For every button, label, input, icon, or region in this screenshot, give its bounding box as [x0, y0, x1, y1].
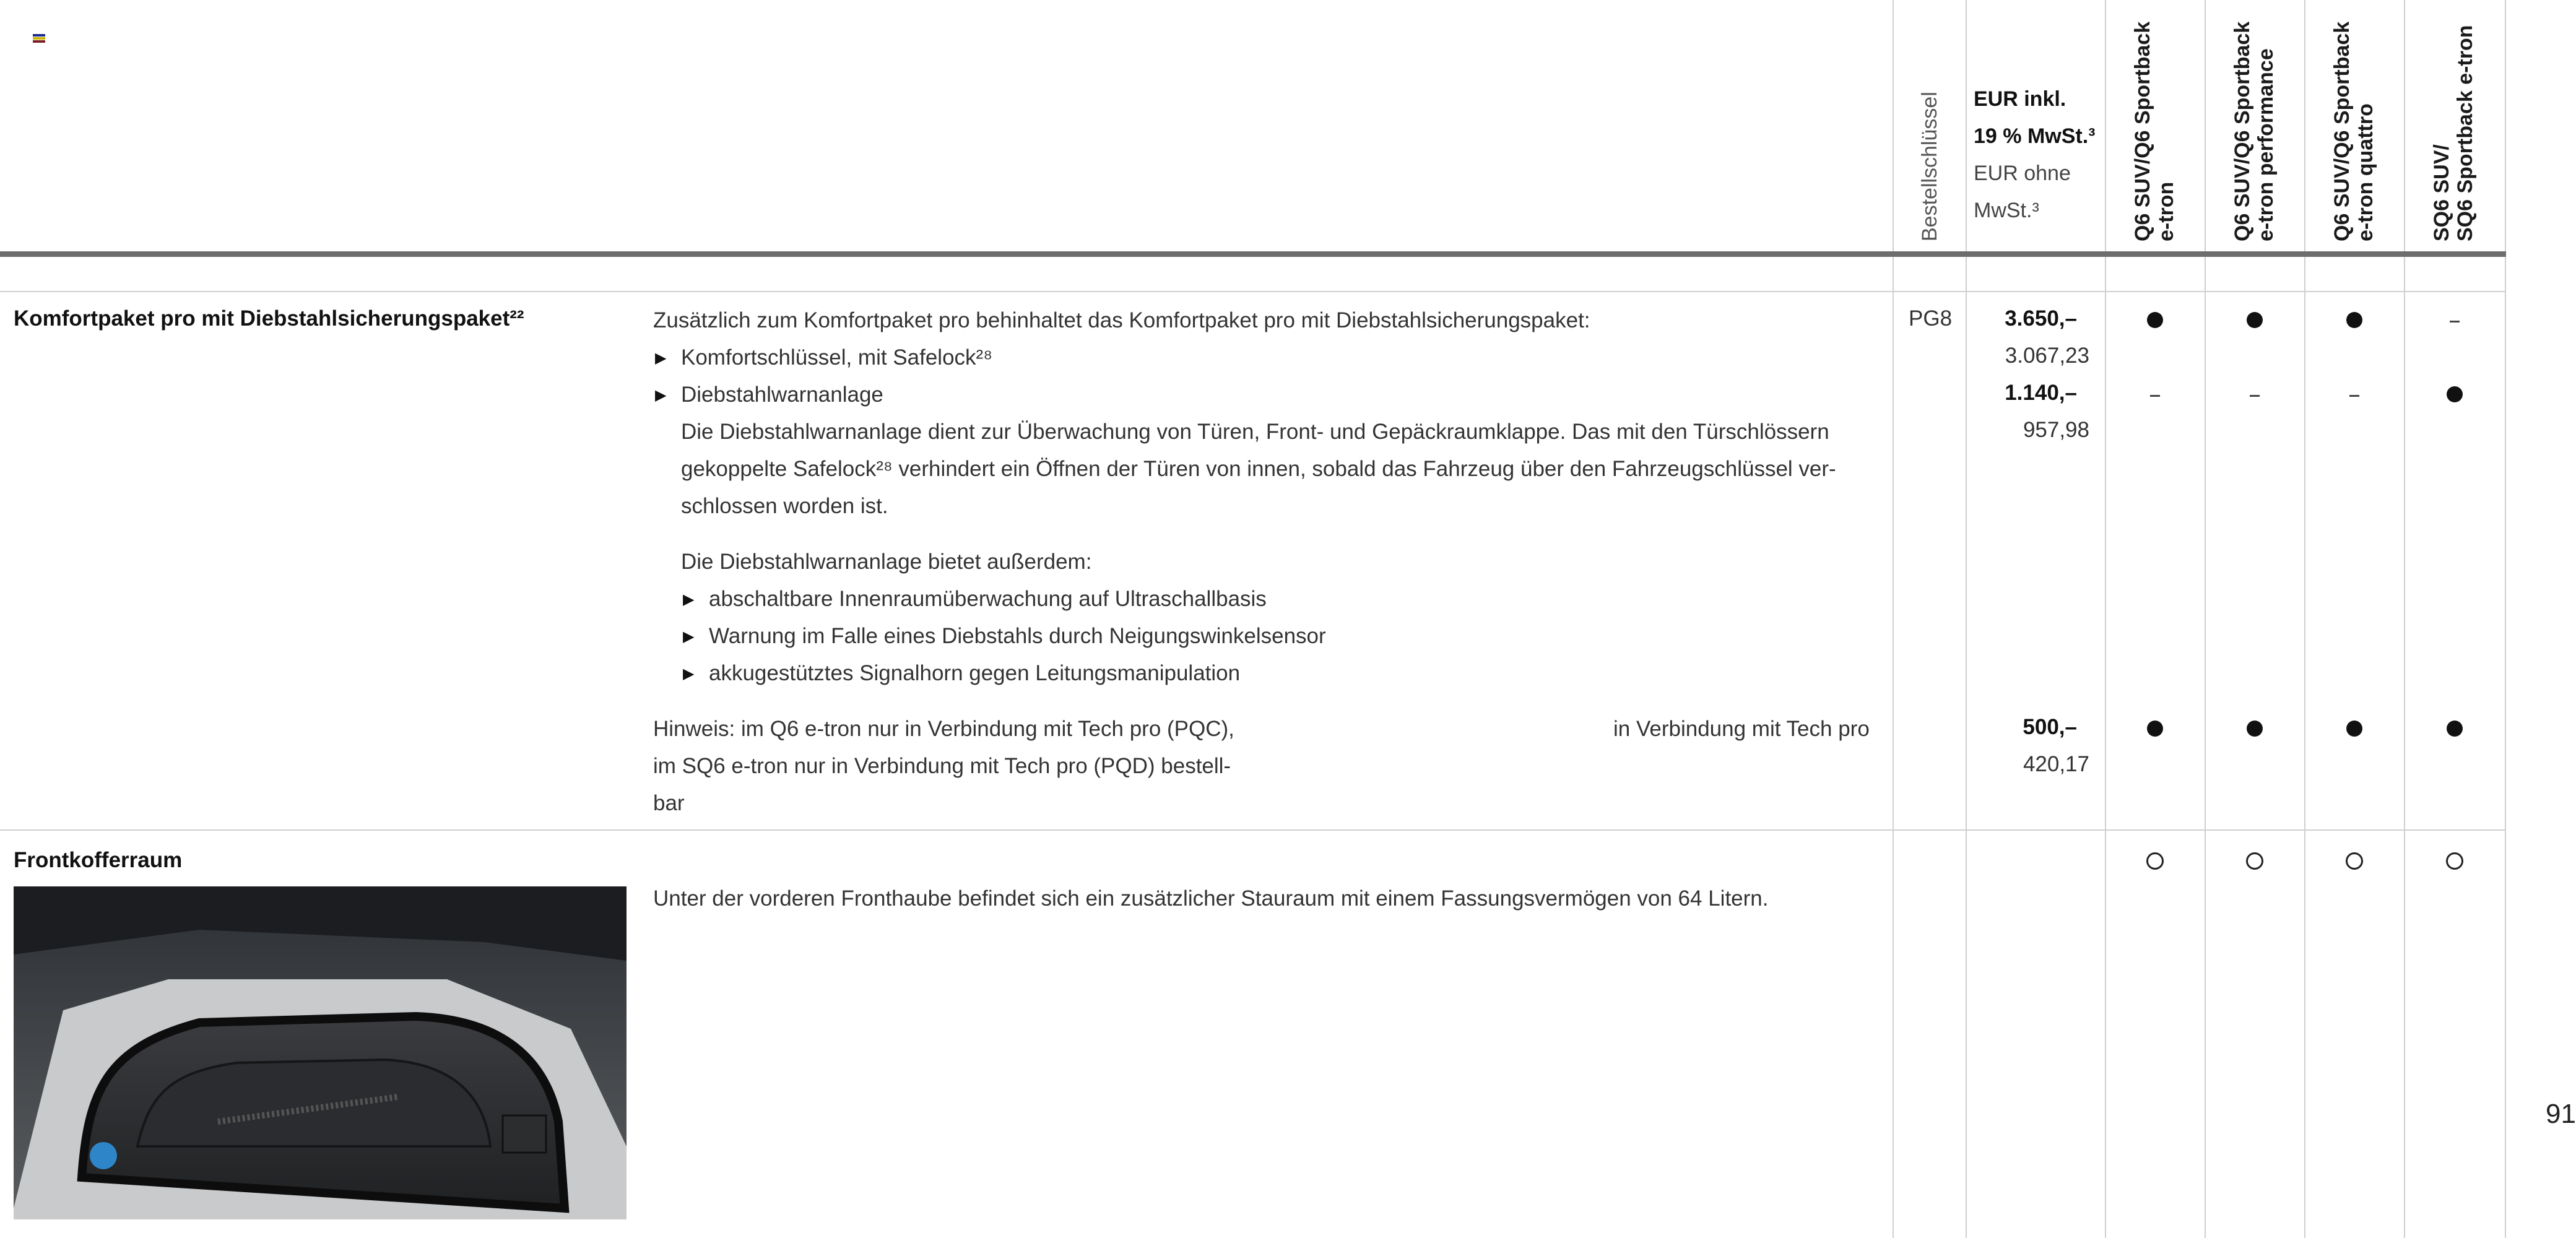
- price-incl-3: 500,–: [2023, 715, 2077, 739]
- price-excl-3: 420,17: [2023, 752, 2089, 776]
- komfort-sub-3: akkugestütztes Signalhorn gegen Leitungsmanipulation: [709, 661, 1241, 685]
- price-excl-label-1: EUR ohne: [1974, 162, 2071, 185]
- price-incl-2: 1.140,–: [2005, 381, 2077, 405]
- komfort-sub-1: abschaltbare Innenraumüberwachung auf Ultraschallbasis: [709, 587, 1267, 611]
- availability-mark: [2105, 848, 2205, 876]
- availability-mark: [2205, 848, 2305, 876]
- row-title-komfortpaket: Komfortpaket pro mit Diebstahlsicherungspaket²²: [14, 306, 524, 331]
- optional-ring-icon: [2146, 852, 2164, 870]
- not-available-dash-icon: [2250, 395, 2260, 397]
- price-incl-label-1: EUR inkl.: [1974, 87, 2066, 111]
- page-number: 91: [2546, 1099, 2576, 1129]
- availability-mark: [2304, 381, 2405, 409]
- price-incl-1: 3.650,–: [2005, 306, 2077, 331]
- availability-mark: [2304, 848, 2405, 876]
- order-code: PG8: [1909, 306, 1953, 331]
- komfort-desc-2: gekoppelte Safelock²⁸ verhindert ein Öffnen der Türen von innen, sobald das Fahrzeug über den Fahrzeugschlüssel ver-: [681, 457, 1836, 481]
- standard-dot-icon: [2346, 721, 2362, 737]
- standard-dot-icon: [2447, 721, 2463, 737]
- komfort-also: Die Diebstahlwarnanlage bietet außerdem:: [681, 550, 1092, 574]
- bullet-icon: ▶: [683, 628, 695, 645]
- availability-mark: [2405, 848, 2505, 876]
- not-available-dash-icon: [2150, 395, 2160, 397]
- model-header-1: Q6 SUV/Q6 Sportback e-tron: [2131, 21, 2178, 241]
- not-available-dash-icon: [2349, 395, 2359, 397]
- standard-dot-icon: [2247, 721, 2263, 737]
- komfort-sub-2: Warnung im Falle eines Diebstahls durch Neigungswinkelsensor: [709, 624, 1326, 648]
- row-title-frontkofferraum: Frontkofferraum: [14, 848, 183, 872]
- komfort-item-2: Diebstahlwarnanlage: [681, 383, 883, 407]
- price-header: [1974, 80, 2095, 229]
- komfort-desc-1: Die Diebstahlwarnanlage dient zur Überwachung von Türen, Front- und Gepäckraumklappe. Das mit den Türschlössern: [681, 420, 1829, 444]
- availability-mark: [2105, 715, 2205, 743]
- komfort-desc-3: schlossen worden ist.: [681, 494, 888, 518]
- availability-mark: [2205, 715, 2305, 743]
- availability-mark: [2105, 381, 2205, 409]
- model-header-3: Q6 SUV/Q6 Sportback e-tron quattro: [2330, 21, 2377, 241]
- model-header-4: SQ6 SUV/ SQ6 Sportback e-tron: [2430, 25, 2477, 241]
- komfort-note-1: Hinweis: im Q6 e-tron nur in Verbindung mit Tech pro (PQC),: [653, 717, 1234, 741]
- optional-ring-icon: [2446, 852, 2463, 870]
- availability-mark: [2304, 715, 2405, 743]
- komfort-note-right: in Verbindung mit Tech pro: [1613, 717, 1870, 741]
- komfort-item-1: Komfortschlüssel, mit Safelock²⁸: [681, 345, 992, 370]
- price-excl-1: 3.067,23: [2005, 344, 2089, 368]
- availability-mark: [2405, 715, 2505, 743]
- availability-mark: [2105, 306, 2205, 334]
- availability-mark: [2405, 381, 2505, 409]
- availability-mark: [2304, 306, 2405, 334]
- komfort-note-2: im SQ6 e-tron nur in Verbindung mit Tech pro (PQD) bestell-: [653, 754, 1231, 778]
- standard-dot-icon: [2346, 312, 2362, 328]
- optional-ring-icon: [2346, 852, 2363, 870]
- price-excl-2: 957,98: [2023, 418, 2089, 442]
- standard-dot-icon: [2447, 386, 2463, 402]
- language-flag-icon: [33, 34, 45, 43]
- price-excl-label-2: MwSt.³: [1974, 199, 2039, 222]
- komfort-intro: Zusätzlich zum Komfortpaket pro behinhaltet das Komfortpaket pro mit Diebstahlsicherungspaket:: [653, 308, 1590, 332]
- optional-ring-icon: [2246, 852, 2263, 870]
- standard-dot-icon: [2247, 312, 2263, 328]
- header-divider: [0, 251, 2506, 257]
- bullet-icon: ▶: [683, 591, 695, 608]
- bullet-icon: ▶: [655, 350, 667, 366]
- availability-mark: [2205, 381, 2305, 409]
- availability-mark: [2405, 306, 2505, 334]
- standard-dot-icon: [2147, 721, 2163, 737]
- not-available-dash-icon: [2450, 321, 2460, 322]
- frunk-photo: [14, 886, 627, 1219]
- front-desc: Unter der vorderen Fronthaube befindet sich ein zusätzlicher Stauraum mit einem Fassungsvermögen von 64 Litern.: [653, 886, 1769, 911]
- bullet-icon: ▶: [655, 387, 667, 404]
- model-header-2: Q6 SUV/Q6 Sportback e-tron performance: [2231, 21, 2278, 241]
- komfort-note-3: bar: [653, 791, 685, 815]
- availability-mark: [2205, 306, 2305, 334]
- standard-dot-icon: [2147, 312, 2163, 328]
- price-incl-label-2: 19 % MwSt.³: [1974, 124, 2096, 148]
- bullet-icon: ▶: [683, 665, 695, 682]
- order-key-header: Bestellschlüssel: [1918, 92, 1941, 241]
